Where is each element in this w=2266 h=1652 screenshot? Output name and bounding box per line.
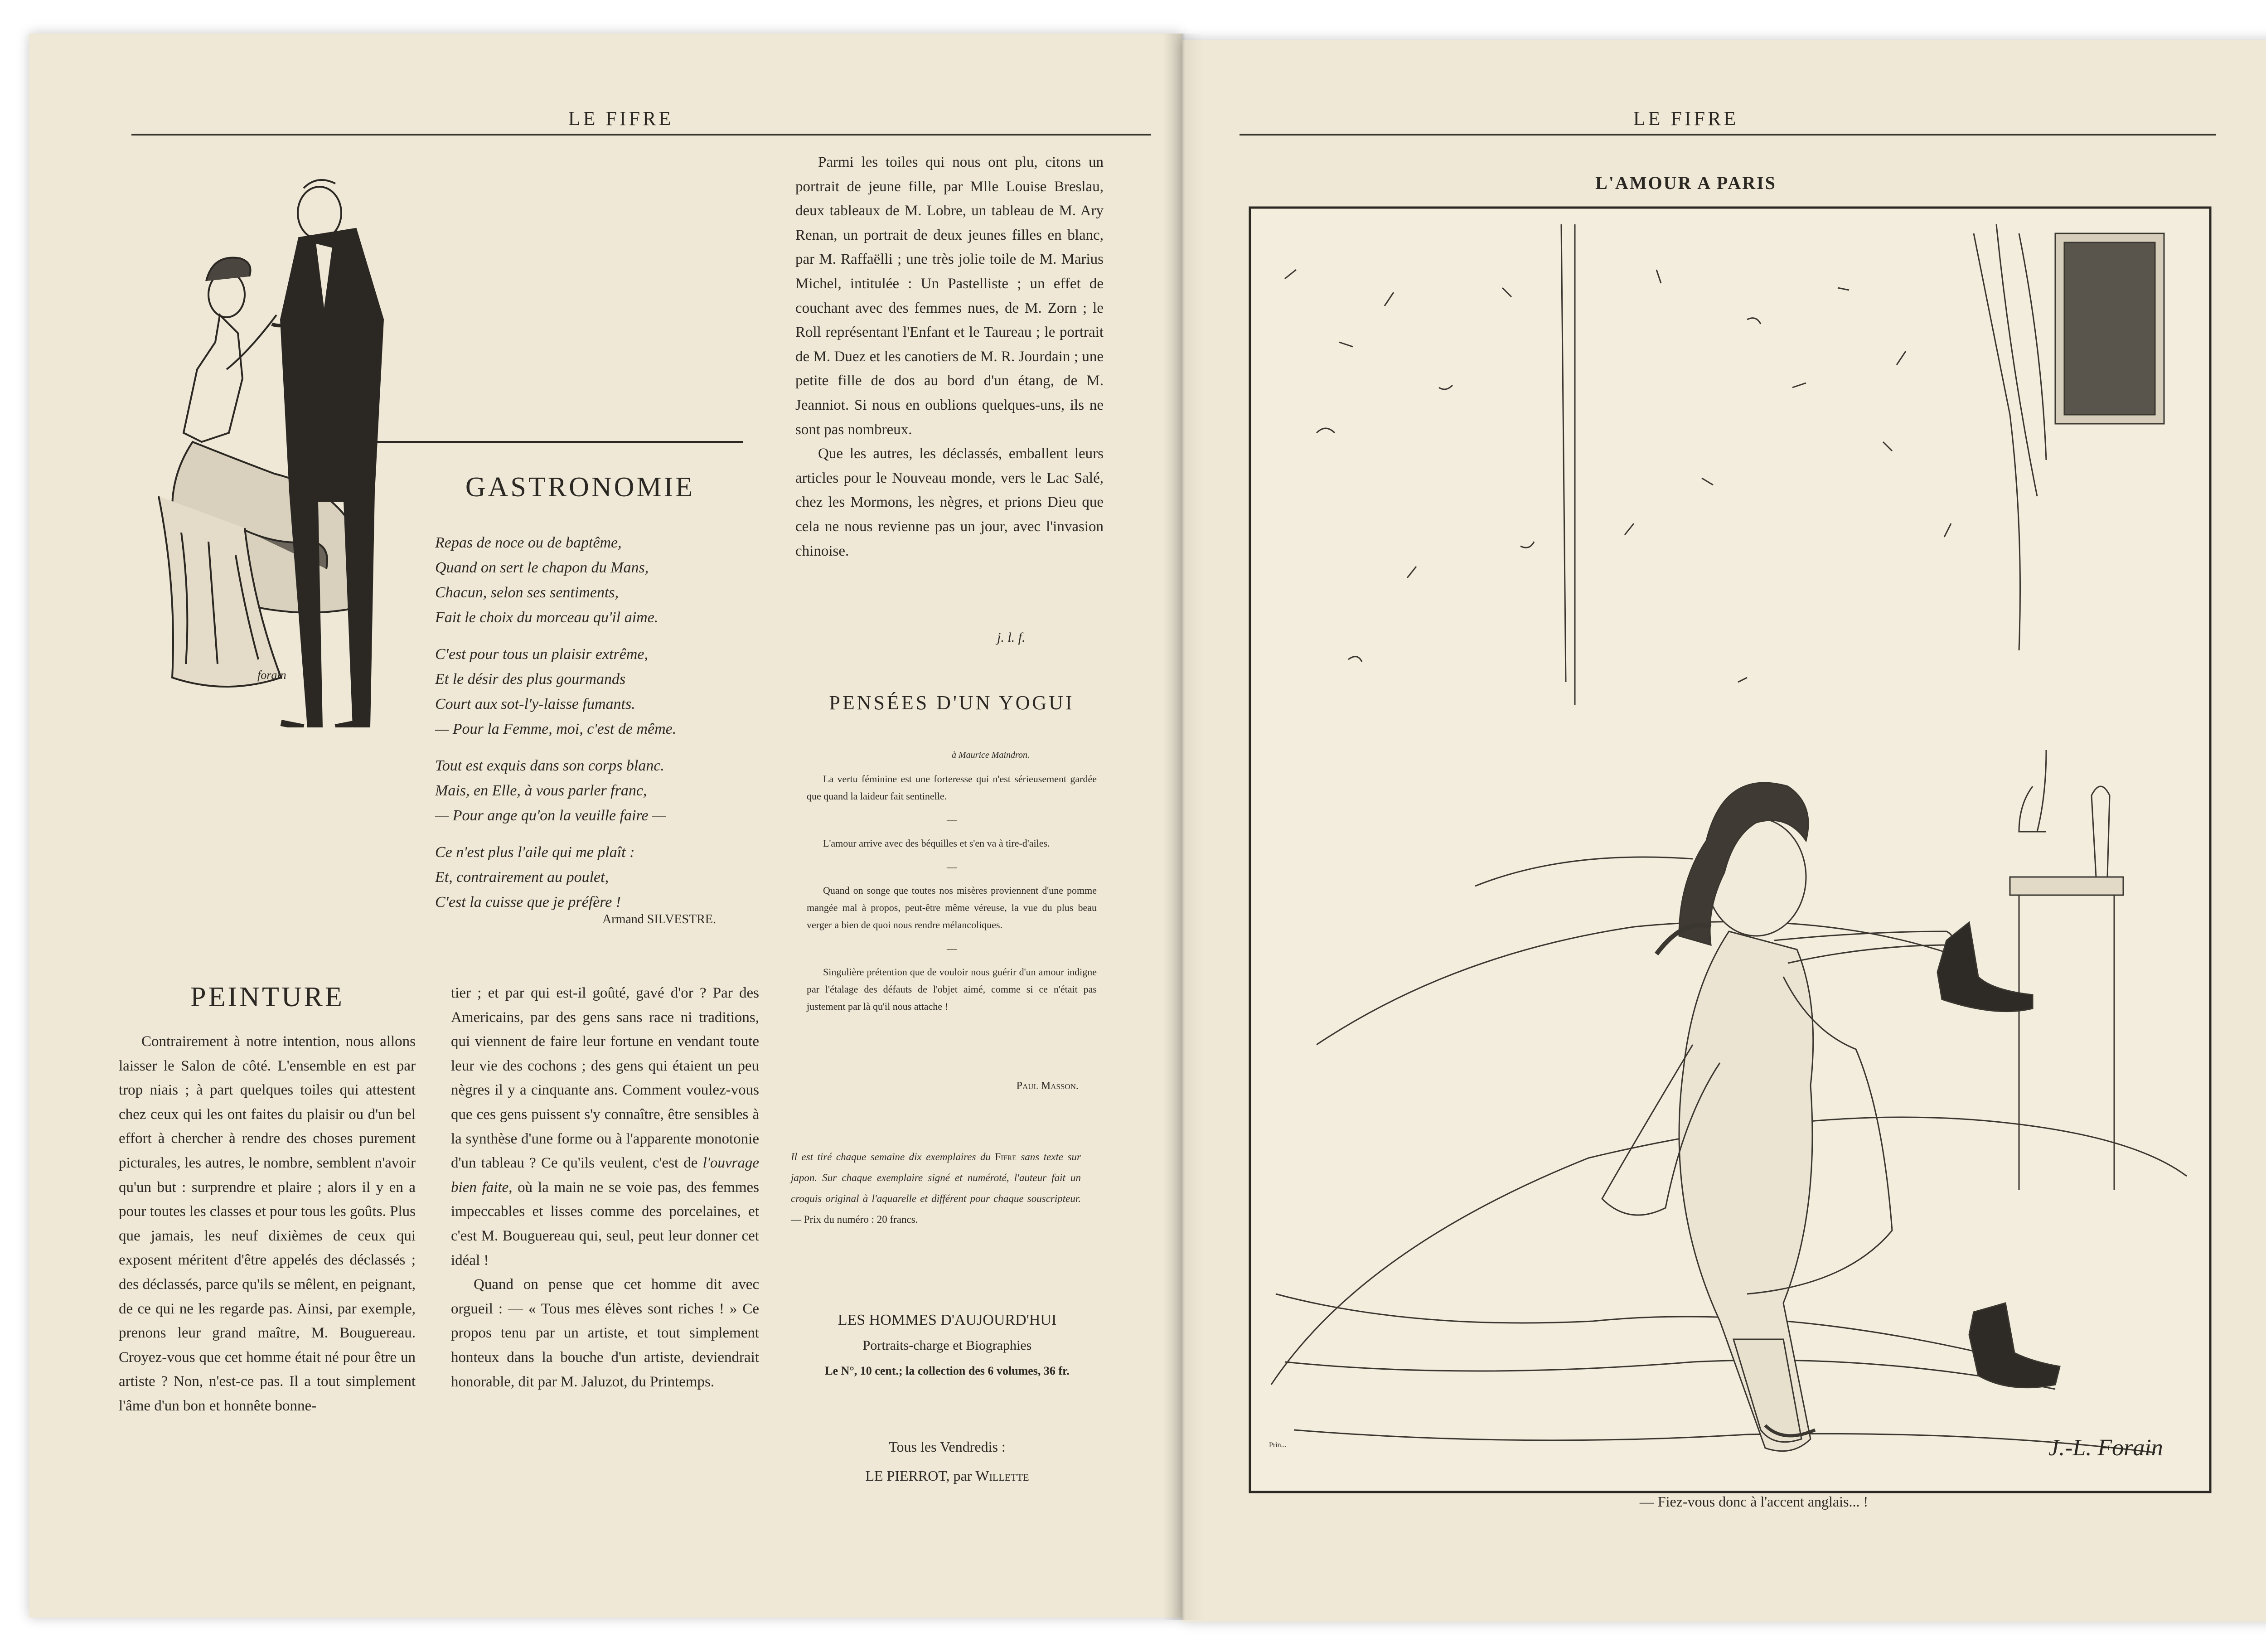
- pierrot-author: Willette: [975, 1468, 1029, 1484]
- separator: —: [947, 943, 957, 954]
- poem-line: Court aux sot-l'y-laisse fumants.: [435, 696, 635, 712]
- poem-line: C'est pour tous un plaisir extrême,: [435, 646, 649, 663]
- pierrot-line-1: Tous les Vendredis :: [889, 1439, 1006, 1455]
- stanza-3: [435, 753, 743, 828]
- hommes-subtitle: Portraits-charge et Biographies: [862, 1338, 1032, 1353]
- poem-line: Tout est exquis dans son corps blanc.: [435, 757, 664, 774]
- poem-line: — Pour la Femme, moi, c'est de même.: [435, 721, 677, 737]
- illustration-signature: forain: [257, 669, 286, 682]
- right-running-head: LE FIFRE: [1633, 107, 1739, 130]
- poem-line: Et le désir des plus gourmands: [435, 671, 626, 688]
- pensees-body: [807, 770, 1097, 1015]
- pensee-item: L'amour arrive avec des béquilles et s'en va à tire-d'ailes.: [823, 838, 1050, 849]
- poem-line: Quand on sert le chapon du Mans,: [435, 559, 649, 576]
- text-run: LE PIERROT, par: [865, 1468, 976, 1484]
- poem-line: Ce n'est plus l'aile qui me plaît :: [435, 844, 635, 861]
- peinture-paragraph: Que les autres, les déclassés, emballent leurs articles pour le Nouveau monde, vers le Lac Salé, chez les Mormons, les nègres, et prions Dieu que cela ne nous revienne pas un jour, avec l'invasion chinoise.: [795, 446, 1104, 559]
- text-run: , où la main ne se voie pas, des femmes impeccables et lisses comme des porcelaines, et c'est M. Bouguereau qui, seul, peut leur donner cet idéal !: [451, 1179, 759, 1269]
- stanza-2: [435, 642, 743, 741]
- poem-line: Fait le choix du morceau qu'il aime.: [435, 609, 658, 626]
- poem-line: C'est la cuisse que je préfère !: [435, 894, 621, 911]
- text-run-italic: l'ouvrage bien faite: [451, 1155, 759, 1196]
- stanza-4: [435, 840, 743, 915]
- stanza-1: [435, 530, 743, 630]
- page-gutter: [1163, 34, 1204, 1620]
- pierrot-box: [789, 1432, 1106, 1490]
- poem-line: Chacun, selon ses sentiments,: [435, 584, 619, 601]
- left-running-head: LE FIFRE: [568, 107, 674, 130]
- plate-caption: — Fiez-vous donc à l'accent anglais... !: [1639, 1493, 1869, 1510]
- printer-mark: Prin...: [1269, 1441, 1287, 1449]
- peinture-paragraph: [451, 981, 759, 1273]
- forain-drawing: [1249, 206, 2212, 1493]
- peinture-signature: j. l. f.: [997, 630, 1026, 645]
- text-run-smallcaps: Fifre: [995, 1151, 1017, 1163]
- peinture-column-3: [795, 150, 1104, 563]
- left-header-rule: [131, 134, 1151, 136]
- pensees-title: PENSÉES D'UN YOGUI: [829, 692, 1075, 714]
- peinture-column-1: [119, 1030, 416, 1419]
- hommes-box: [789, 1308, 1106, 1384]
- pierrot-line-2: [789, 1461, 1106, 1490]
- pensees-author: Paul Masson.: [1016, 1080, 1079, 1092]
- gastronomie-poem: [435, 530, 743, 926]
- pensee-item: Singulière prétention que de vouloir nous guérir d'un amour indigne par l'étalage des défauts de l'objet aimé, comme si ce n'était pas justement par là qu'il nous attache !: [807, 966, 1097, 1012]
- plate-title: L'AMOUR A PARIS: [1595, 173, 1777, 193]
- pensees-dedication: à Maurice Maindron.: [952, 750, 1030, 760]
- text-run: sans texte sur japon. Sur chaque exemplaire signé et numéroté, l'auteur fait un croquis original à l'aquarelle et différent pour chaque souscripteur.: [791, 1151, 1081, 1204]
- pensee-item: Quand on songe que toutes nos misères proviennent d'une pomme mangée mal à propos, peut-être même véreuse, la vue du plus beau verger a bien de quoi nous rendre mélancoliques.: [807, 885, 1097, 930]
- poem-line: Et, contrairement au poulet,: [435, 869, 609, 886]
- text-run: tier ; et par qui est-il goûté, gavé d'or ? Par des Americains, par des gens sans race ni traditions, qui viennent de faire leur fortune en vendant toute leur vie des cochons ; des gens qui étaient un peu nègres il y a cinquante ans. Comment voulez-vous que ces gens puissent s'y connaître, être sensibles à la synthèse d'une forme ou à l'apparente monotonie d'un tableau ? Ce qu'ils veulent, c'est de: [451, 985, 759, 1172]
- hommes-price: Le N°, 10 cent.; la collection des 6 volumes, 36 fr.: [825, 1364, 1070, 1377]
- gastronomie-author: Armand SILVESTRE.: [602, 912, 716, 926]
- peinture-paragraph: Quand on pense que cet homme dit avec orgueil : — « Tous mes élèves sont riches ! » Ce propos tenu par un artiste, et tout simplement honteux dans la bouche d'un artiste, deviendrait honorable, dit par M. Jaluzot, du Printemps.: [451, 1276, 759, 1390]
- notice-paragraph: [791, 1147, 1081, 1230]
- peinture-paragraph: Contrairement à notre intention, nous allons laisser le Salon de côté. L'ensemble en est par trop niais ; à part quelques toiles qui attestent chez ceux qui les ont faites du plaisir ou d'un bel effort à chercher à rendre des choses purement picturales, les autres, le nombre, semblent n'avoir qu'un but : surprendre et plaire ; alors il y en a pour toutes les classes et pour tous les goûts. Plus que jamais, les neuf dixièmes de ceux qui exposent méritent d'être appelés des déclassés ; des déclassés, parce qu'ils se mêlent, en peignant, de ce qui ne les regarde pas. Ainsi, par exemple, prenons leur grand maître, M. Bouguereau. Croyez-vous que cet homme était né pour être un artiste ? Non, n'est-ce pas. Il a tout simplement l'âme d'un bon et honnête bonne-: [119, 1033, 416, 1414]
- text-run: — Prix du numéro : 20 francs.: [791, 1214, 918, 1225]
- poem-line: Repas de noce ou de baptême,: [435, 534, 622, 551]
- separator: —: [947, 814, 957, 825]
- right-header-rule: [1240, 134, 2216, 136]
- gastronomie-title: GASTRONOMIE: [465, 472, 695, 503]
- text-run: Il est tiré chaque semaine dix exemplaires du: [791, 1151, 995, 1163]
- poem-line: — Pour ange qu'on la veuille faire —: [435, 807, 666, 824]
- peinture-column-2: [451, 981, 759, 1394]
- drawing-signature: J.-L. Forain: [2048, 1435, 2163, 1461]
- peinture-title: PEINTURE: [190, 982, 344, 1013]
- hommes-title: LES HOMMES D'AUJOURD'HUI: [838, 1312, 1057, 1328]
- peinture-paragraph: Parmi les toiles qui nous ont plu, citons un portrait de jeune fille, par Mlle Louise Breslau, deux tableaux de M. Lobre, un tableau de M. Ary Renan, un portrait de deux jeunes filles en blanc, par M. Raffaëlli ; une très jolie toile de M. Marius Michel, intitulée : Un Pastelliste ; un effet de couchant avec des femmes nues, de M. Zorn ; le Roll représentant l'Enfant et le Taureau ; le portrait de M. Duez et les canotiers de M. R. Jourdain ; une petite fille de dos au bord d'un étang, de M. Jeanniot. Si nous en oublions quelques-uns, ils ne sont pas nombreux.: [795, 154, 1104, 438]
- poem-line: Mais, en Elle, à vous parler franc,: [435, 782, 647, 799]
- pensee-item: La vertu féminine est une forteresse qui n'est sérieusement gardée que quand la laideur fait sentinelle.: [807, 773, 1097, 802]
- separator: —: [947, 861, 957, 872]
